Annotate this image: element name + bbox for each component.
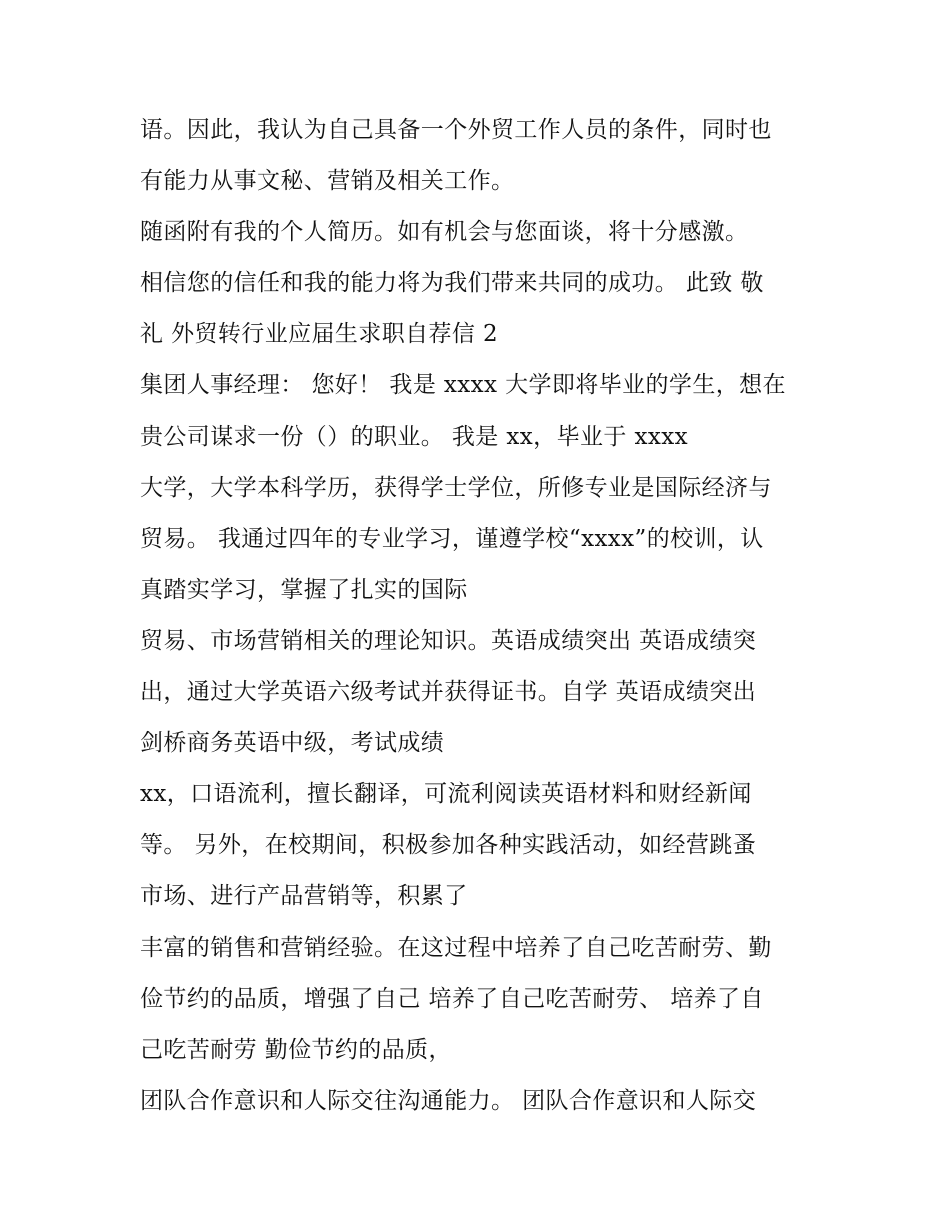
text-line: 出，通过大学英语六级考试并获得证书。自学 英语成绩突出 <box>140 679 757 706</box>
text-line: 礼 外贸转行业应届生求职自荐信 2 <box>140 321 499 348</box>
text-line: 己吃苦耐劳 勤俭节约的品质， <box>140 1036 452 1063</box>
text-line: 团队合作意识和人际交往沟通能力。 团队合作意识和人际交 <box>140 1087 757 1114</box>
text-line: 俭节约的品质，增强了自己 培养了自己吃苦耐劳、 培养了自 <box>140 985 764 1012</box>
text-line: 随函附有我的个人简历。如有机会与您面谈，将十分感激。 <box>140 219 749 246</box>
text-line: 贸易、市场营销相关的理论知识。英语成绩突出 英语成绩突 <box>140 627 757 654</box>
text-line: 贸易。 我通过四年的专业学习，谨遵学校“xxxx”的校训，认 <box>140 525 764 552</box>
text-line: 集团人事经理： 您好！ 我是 xxxx 大学即将毕业的学生，想在 <box>140 372 786 399</box>
text-line: 市场、进行产品营销等，积累了 <box>140 883 468 910</box>
text-line: 剑桥商务英语中级，考试成绩 <box>140 730 445 757</box>
text-line: 真踏实学习，掌握了扎实的国际 <box>140 576 468 603</box>
text-line: 语。因此，我认为自己具备一个外贸工作人员的条件，同时也 <box>140 117 772 143</box>
text-line: 丰富的销售和营销经验。在这过程中培养了自己吃苦耐劳、勤 <box>140 934 772 961</box>
text-line: 相信您的信任和我的能力将为我们带来共同的成功。 此致 敬 <box>140 270 764 297</box>
text-line: xx，口语流利，擅长翻译，可流利阅读英语材料和财经新闻 <box>140 781 752 808</box>
text-line: 有能力从事文秘、营销及相关工作。 <box>140 168 515 195</box>
text-line: 贵公司谋求一份（）的职业。 我是 xx，毕业于 xxxx <box>140 423 688 450</box>
body-text <box>140 105 830 1127</box>
text-line: 大学，大学本科学历，获得学士学位，所修专业是国际经济与 <box>140 474 772 501</box>
text-line: 等。 另外，在校期间，积极参加各种实践活动，如经营跳蚤 <box>140 832 757 859</box>
